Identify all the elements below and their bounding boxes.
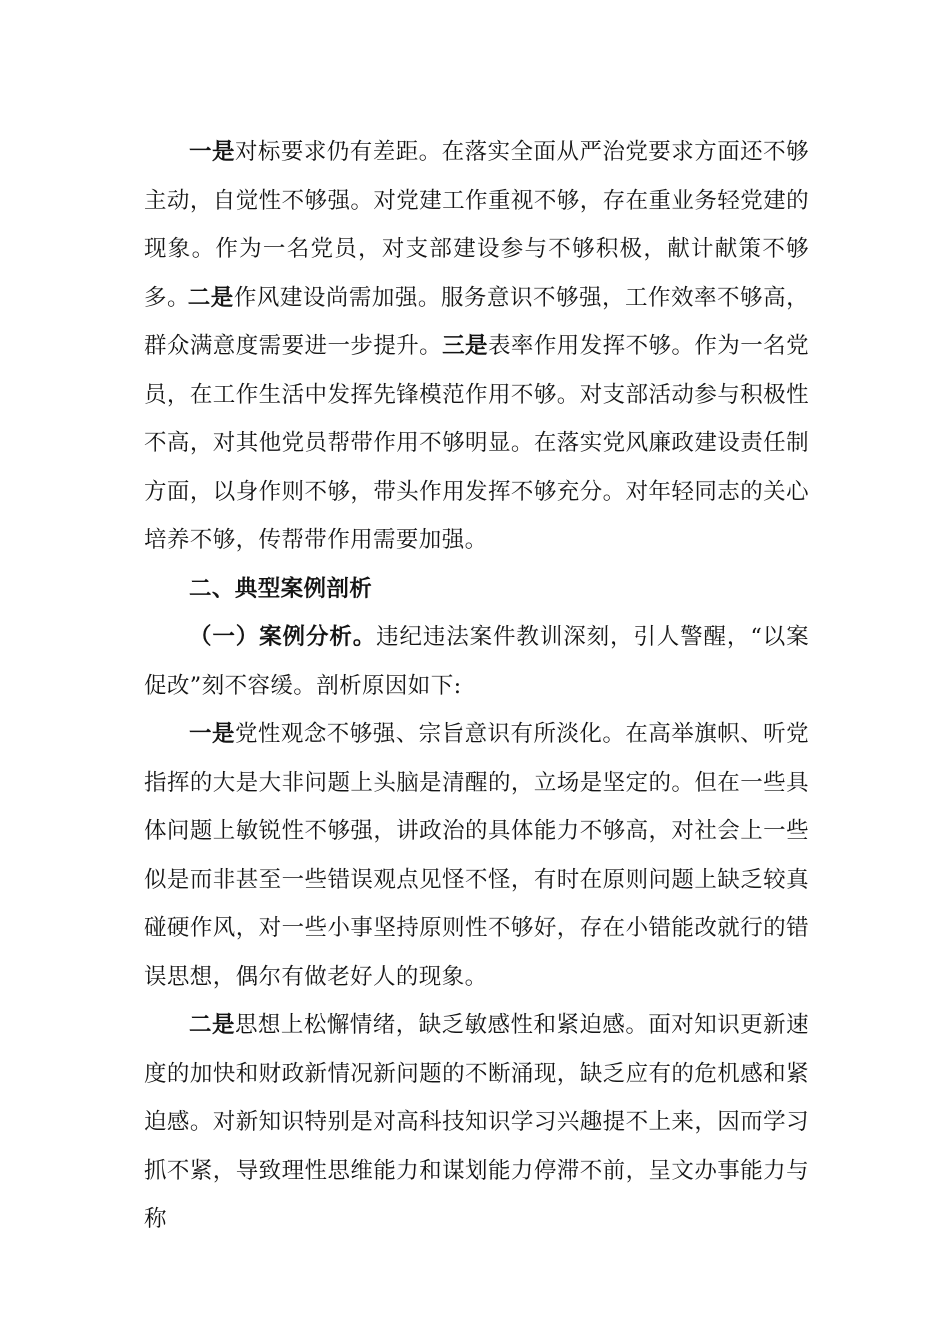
lead-three: 三是	[442, 333, 488, 359]
paragraph-point-two	[144, 1001, 809, 1244]
point-one-lead: 一是	[189, 721, 235, 747]
paragraph-shortcomings	[144, 128, 809, 565]
shortcoming-three-text: 表率作用发挥不够。作为一名党员，在工作生活中发挥先锋模范作用不够。对支部活动参与积极性不高，对其他党员帮带作用不够明显。在落实党风廉政建设责任制方面，以身作则不够，带头作用发挥不够充分。对年轻同志的关心培养不够，传帮带作用需要加强。	[144, 333, 809, 553]
point-one-text: 党性观念不够强、宗旨意识有所淡化。在高举旗帜、听党指挥的大是大非问题上头脑是清醒的，立场是坚定的。但在一些具体问题上敏锐性不够强，讲政治的具体能力不够高，对社会上一些似是而非甚至一些错误观点见怪不怪，有时在原则问题上缺乏较真碰硬作风，对一些小事坚持原则性不够好，存在小错能改就行的错误思想，偶尔有做老好人的现象。	[144, 721, 809, 990]
lead-one: 一是	[189, 139, 235, 165]
document-body	[144, 128, 809, 1244]
point-two-lead: 二是	[189, 1012, 235, 1038]
shortcoming-one-text: 对标要求仍有差距。在落实全面从严治党要求方面还不够主动，自觉性不够强。对党建工作重视不够，存在重业务轻党建的现象。作为一名党员，对支部建设参与不够积极，献计献策不够多。	[144, 139, 809, 311]
lead-two: 二是	[187, 284, 234, 311]
shortcoming-two-text: 作风建设尚需加强。服务意识不够强，工作效率不够高，群众满意度需要进一步提升。	[144, 284, 809, 359]
case-analysis-lead: （一）案例分析。	[189, 624, 377, 650]
point-two-text: 思想上松懈情绪，缺乏敏感性和紧迫感。面对知识更新速度的加快和财政新情况新问题的不断涌现，缺乏应有的危机感和紧迫感。对新知识特别是对高科技知识学习兴趣提不上来，因而学习抓不紧，导致理性思维能力和谋划能力停滞不前，呈文办事能力与称	[144, 1012, 809, 1232]
paragraph-point-one	[144, 710, 809, 1001]
section-heading: 二、典型案例剖析	[189, 575, 373, 602]
case-analysis-text: 违纪违法案件教训深刻，引人警醒，“以案促改”刻不容缓。剖析原因如下:	[144, 624, 809, 699]
paragraph-case-analysis	[144, 613, 809, 710]
